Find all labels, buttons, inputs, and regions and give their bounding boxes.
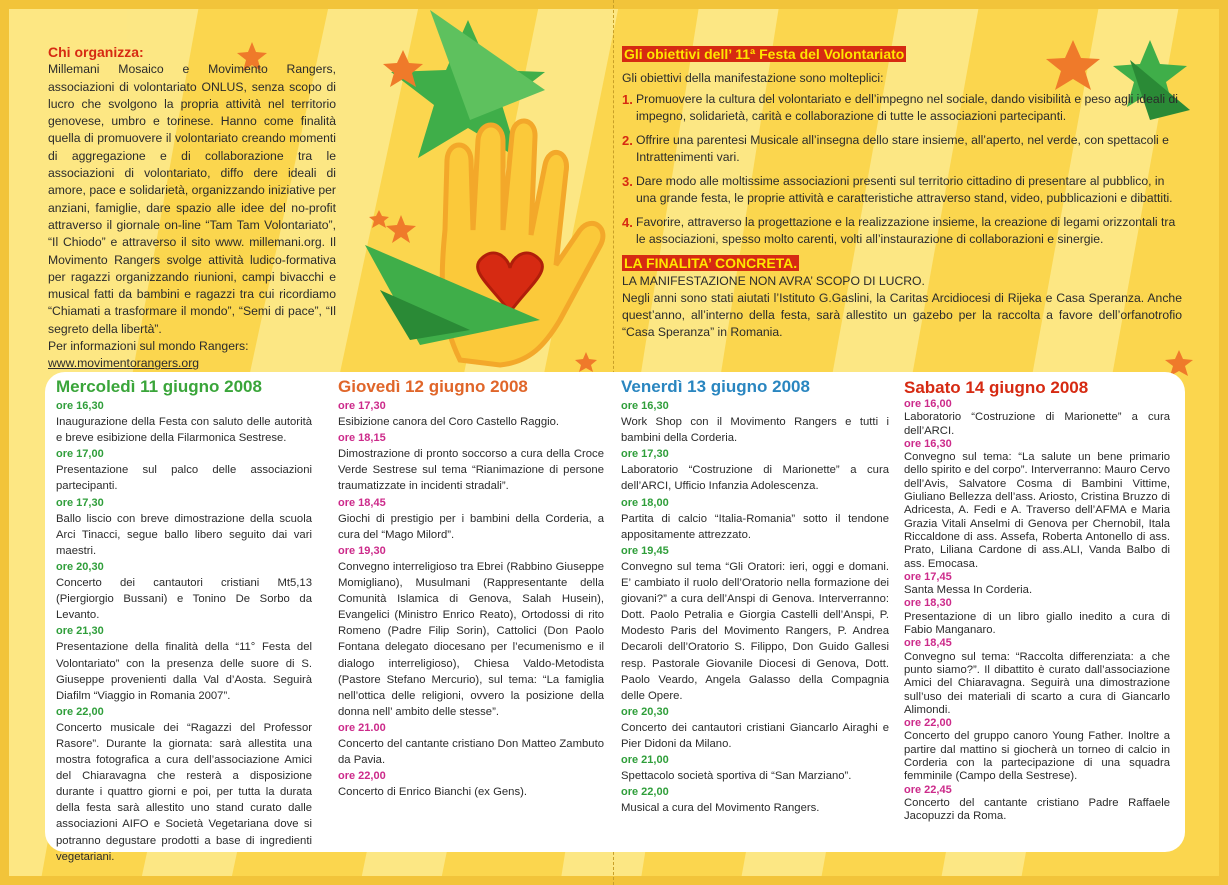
objective-item: 2. Offrire una parentesi Musicale all’insegna dello stare insieme, all’aperto, nel verde, con spettacoli e Intrattenimenti vari. xyxy=(622,133,1169,164)
event-time: ore 21,00 xyxy=(621,754,669,767)
event-desc: Convegno sul tema “Gli Oratori: ieri, oggi e domani. E’ cambiato il ruolo dell’Oratorio nella formazione dei giovani?” a cura dell’Anspi di Genova. Interverranno: Dott. Paolo Petralia e Giorgia Castelli dell’Anspi, P. Modesto Paris del Movimento Rangers, P. Andrea Decaroli dell’Oratorio S. Filippo, Don Guido Gallesi resp. Pastorale Giovanile Diocesi di Genova, Dott. Paolo Veardo, Angela Galasso della Compagnia delle Opere. xyxy=(621,560,889,702)
event-desc: Dimostrazione di pronto soccorso a cura della Croce Verde Sestrese sul tema “Rianimazione di persone traumatizzate in incidenti stradali”. xyxy=(338,448,604,493)
finalita-title: LA FINALITA’ CONCRETA. xyxy=(624,255,798,271)
objectives-list xyxy=(622,91,1182,248)
event-time: ore 18,00 xyxy=(621,496,669,509)
event-desc: Presentazione sul palco delle associazioni partecipanti. xyxy=(56,464,312,493)
event-time: ore 22,00 xyxy=(621,786,669,799)
event-desc: Laboratorio “Costruzione di Marionette” a cura dell’ARCI, Ufficio Infanzia Adolescenza. xyxy=(621,464,889,493)
objective-item: 3. Dare modo alle moltissime associazioni presenti sul territorio cittadino di presentare al pubblico, in una grande festa, le proprie attività e caratteristiche attraverso stand, video, pubblicazioni e dibattiti. xyxy=(622,174,1173,205)
event-desc: Esibizione canora del Coro Castello Raggio. xyxy=(338,416,560,429)
day-title: Mercoledì 11 giugno 2008 xyxy=(56,377,262,396)
event-time: ore 21.00 xyxy=(338,721,386,734)
event-desc: Concerto del cantante cristiano Don Matteo Zambuto da Pavia. xyxy=(338,737,604,767)
event-time: ore 18,45 xyxy=(338,496,386,509)
event-desc: Concerto dei cantautori cristiani Giancarlo Airaghi e Pier Didoni da Milano. xyxy=(621,721,889,750)
schedule-day-thursday xyxy=(338,376,604,800)
event-desc: Concerto di Enrico Bianchi (ex Gens). xyxy=(338,786,527,799)
event-desc: Presentazione di un libro giallo inedito a cura di Fabio Manganaro. xyxy=(904,610,1170,637)
event-desc: Concerto del cantante cristiano Padre Raffaele Jacopuzzi da Roma. xyxy=(904,796,1170,823)
event-desc: Santa Messa In Corderia. xyxy=(904,584,1033,597)
organizer-body: Millemani Mosaico e Movimento Rangers, associazioni di volontariato ONLUS, senza scopo di lucro che svolgono la propria attività nel territorio genovese, umbro e torinese. Hanno come finalità quella di promuovere il volontariato creando momenti di aggregazione e di collaborazione tra le associazioni di volontariato, diffo dere ideali di amore, pace e solidarietà, organizzando iniziative per anziani, famiglie, dare spazio alle idee del no-profit attraverso il giornale on-line “Tam Tam Volontariato”, “Il Chiodo” e attraverso il sito www. millemani.org. Il Movimento Rangers svolge attività ludico-formativa per ragazzi organizzando riunioni, campi bivacchi e musical fatti da bambini e ragazzi tra cui ricordiamo “Chiamati a trasformare il mondo”, “Semi di pace”, “Il segreto della libertà”. xyxy=(48,62,336,336)
event-time: ore 20,30 xyxy=(56,560,104,573)
info-label: Per informazioni sul mondo Rangers: xyxy=(48,339,249,354)
event-time: ore 21,30 xyxy=(56,625,104,638)
objectives-intro: Gli obiettivi della manifestazione sono molteplici: xyxy=(622,71,884,85)
event-time: ore 17,30 xyxy=(621,448,669,461)
event-time: ore 22,00 xyxy=(56,705,104,718)
event-time: ore 19,30 xyxy=(338,544,386,557)
event-desc: Presentazione della finalità della “11° Festa del Volontariato” con la presenza delle suore di S. Giuseppe provenienti dalla Val d’Aosta. Seguirà Diafilm “Viaggio in Romania 2007”. xyxy=(56,641,312,702)
event-desc: Concerto musicale dei “Ragazzi del Professor Rasore”. Durante la giornata: sarà allestita una mostra fotografica a cura dell’associazione Amici del Chiaravagna che resterà a disposizione durante i quattro giorni e poi, per tutta la durata della festa sarà allestito uno stand curato dalle associazioni AIFO e Società Vegetariana dove si potranno degustare prodotti a base di ingredienti vegetariani. xyxy=(56,721,312,863)
objectives-section xyxy=(622,46,1182,341)
event-time: ore 17,30 xyxy=(338,400,386,412)
event-desc: Convegno sul tema: “La salute un bene primario dello spirito e del corpo”. Interverranno: Mauro Cervo dell’Avis, Salvatore Cosma di Bambini Vittime, Giuliano Bellezza dell’ass. Ariosto, Cristina Bruzzo di Adricesta, A. Fedi e A. Traverso dell’AFMA e Maria Grazia Vitali Anselmi di Genova per Chernobil, Itala Riccaldone di ass. Assefa, Roberta Antonello di ass. Prato, Liliana Cardone di ass.ALI, Vanda Balbo di ass. Emocasa. xyxy=(904,451,1170,570)
event-desc: Ballo liscio con breve dimostrazione della scuola Arci Tinacci, segue ballo libero seguito dai vari maestri. xyxy=(56,512,312,557)
event-desc: Musical a cura del Movimento Rangers. xyxy=(621,802,820,815)
event-time: ore 20,30 xyxy=(621,705,669,718)
event-time: ore 18,45 xyxy=(904,637,952,650)
schedule-day-friday xyxy=(621,376,889,816)
event-time: ore 22,00 xyxy=(338,770,386,783)
event-desc: Convegno sul tema: “Raccolta differenziata: a che punto siamo?”. Il dibattito è curato dall’associazione Amici del Chiaravagna. Seguirà una dimostrazione sull’uso dei materiali di scarto a cura di Giancarlo Alimondi. xyxy=(904,650,1170,716)
event-time: ore 22,45 xyxy=(904,783,952,796)
event-time: ore 17,00 xyxy=(56,448,104,461)
objective-item: 1. Promuovere la cultura del volontariato e dell’impegno nel sociale, dando visibilità e peso agli ideali di impegno, solidarietà, carità e collaborazione di tutte le associazioni partecipanti. xyxy=(622,92,1178,123)
event-desc: Concerto del gruppo canoro Young Father. Inoltre a partire dal mattino si giocherà un torneo di calcio in Corderia con la partecipazione di una squadra femminile (Campo della Sestrese). xyxy=(904,730,1170,783)
event-desc: Work Shop con il Movimento Rangers e tutti i bambini della Corderia. xyxy=(621,416,889,445)
event-time: ore 16,30 xyxy=(56,400,104,412)
schedule-day-wednesday xyxy=(56,376,312,865)
event-time: ore 17,30 xyxy=(56,496,104,509)
event-time: ore 18,15 xyxy=(338,432,386,445)
event-time: ore 17,45 xyxy=(904,570,952,583)
objectives-title: Gli obiettivi dell’ 11ª Festa del Volontariato xyxy=(624,46,905,62)
objective-item: 4. Favorire, attraverso la progettazione e la realizzazione insieme, la creazione di legami orizzontali tra le associazioni, spesso molto carenti, volti all’instaurazione di collaborazioni e sinergie. xyxy=(622,215,1176,246)
day-title: Sabato 14 giugno 2008 xyxy=(904,378,1089,397)
day-title: Giovedì 12 giugno 2008 xyxy=(338,377,528,396)
organizer-section xyxy=(48,44,336,373)
schedule-day-saturday xyxy=(904,378,1170,824)
event-desc: Concerto dei cantautori cristiani Mt5,13 (Piergiorgio Bussani) e Tonino De Sorbo da Levanto. xyxy=(56,577,312,622)
rangers-link[interactable]: www.movimentorangers.org xyxy=(48,356,200,371)
finalita-body: Negli anni sono stati aiutati l’Istituto G.Gaslini, la Caritas Arcidiocesi di Rijeka e Casa Speranza. Anche quest’anno, all’interno della festa, sarà allestito un gazebo per la raccolta a favore dell’orfanotrofio “Casa Speranza” in Romania. xyxy=(622,291,1182,339)
event-time: ore 19,45 xyxy=(621,544,669,557)
event-desc: Inaugurazione della Festa con saluto delle autorità e breve esibizione della Filarmonica Sestrese. xyxy=(56,416,312,445)
organizer-title: Chi organizza: xyxy=(48,44,144,60)
event-time: ore 22,00 xyxy=(904,717,952,730)
event-desc: Laboratorio “Costruzione di Marionette” a cura dell’ARCI. xyxy=(904,411,1170,437)
event-desc: Spettacolo società sportiva di “San Marziano”. xyxy=(621,770,852,783)
event-time: ore 16,30 xyxy=(621,400,669,412)
finalita-statement: LA MANIFESTAZIONE NON AVRA’ SCOPO DI LUCRO. xyxy=(622,274,925,288)
event-desc: Giochi di prestigio per i bambini della Corderia, a cura del “Mago Milord”. xyxy=(338,512,604,541)
event-desc: Partita di calcio “Italia-Romania” sotto il tendone appositamente attrezzato. xyxy=(621,512,889,541)
event-time: ore 18,30 xyxy=(904,597,952,610)
day-title: Venerdì 13 giugno 2008 xyxy=(621,377,810,396)
event-desc: Convegno interreligioso tra Ebrei (Rabbino Giuseppe Momigliano), Musulmani (Rappresentante della Comunità Islamica di Genova, Salah Husein), Evangelici (Ministro Enrico Reato), Ortodossi di rito Romeno (Padre Filip Sorin), Cattolici (Don Paolo Fontana delegato diocesano per l’ecumenismo e il dialogo interreligioso), Chiesa Valdo-Metodista (Pastore Stefano Mercurio), sul tema: “La famiglia nell’ottica delle religioni, ovvero la posizione della donna nell’ ambito delle stesse”. xyxy=(338,560,604,718)
event-time: ore 16,30 xyxy=(904,437,952,450)
event-time: ore 16,00 xyxy=(904,398,952,410)
